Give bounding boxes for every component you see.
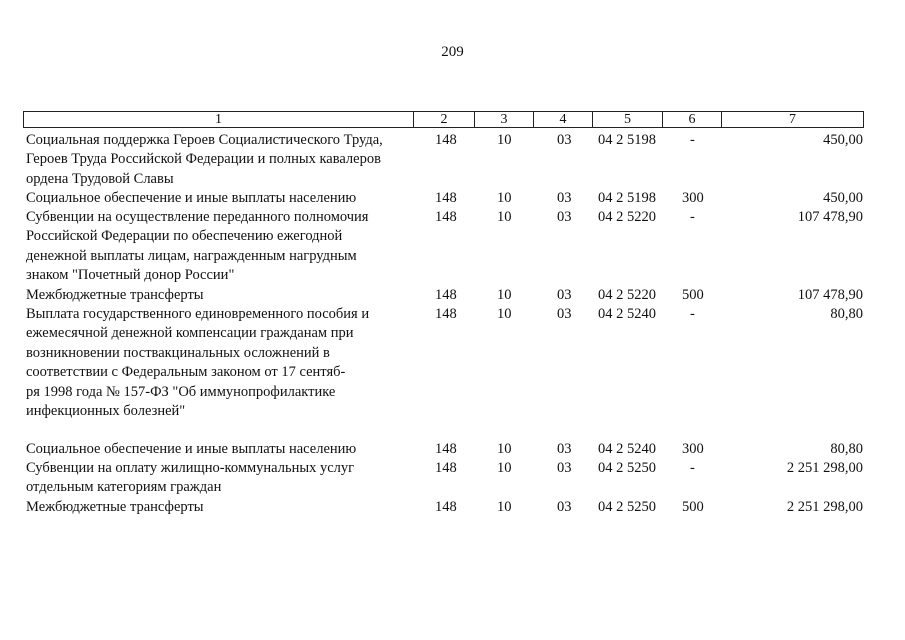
row-col-5: 04 2 5220 — [598, 209, 656, 225]
row-col-7: 2 251 298,00 — [786, 499, 863, 515]
header-col-3: 3 — [475, 112, 534, 128]
row-col-3: 10 — [497, 287, 512, 303]
row-col-2: 148 — [435, 209, 457, 225]
row-col-7: 80,80 — [830, 306, 863, 322]
row-col-4: 03 — [557, 190, 572, 206]
row-col-3: 10 — [497, 209, 512, 225]
row-col-4: 03 — [557, 209, 572, 225]
row-col-7: 107 478,90 — [797, 209, 863, 225]
row-col-5: 04 2 5198 — [598, 190, 656, 206]
row-col-5: 04 2 5250 — [598, 460, 656, 476]
row-col-4: 03 — [557, 306, 572, 322]
header-col-1: 1 — [24, 112, 414, 128]
row-col-2: 148 — [435, 190, 457, 206]
row-name: Социальная поддержка Героев Социалистического Труда, Героев Труда Российской Федерации и полных кавалеров ордена Трудовой Славы — [26, 132, 383, 187]
row-col-6: - — [690, 209, 695, 225]
row-name: Субвенции на оплату жилищно-коммунальных услуг отдельным категориям граждан — [26, 460, 355, 496]
row-name: Межбюджетные трансферты — [26, 499, 204, 515]
row-col-5: 04 2 5240 — [598, 306, 656, 322]
row-col-7: 107 478,90 — [797, 287, 863, 303]
row-name: Межбюджетные трансферты — [26, 287, 204, 303]
row-col-7: 2 251 298,00 — [786, 460, 863, 476]
row-col-5: 04 2 5198 — [598, 132, 656, 148]
row-col-3: 10 — [497, 306, 512, 322]
header-col-7: 7 — [722, 112, 864, 128]
row-col-2: 148 — [435, 287, 457, 303]
page-number: 209 — [441, 44, 464, 60]
row-col-2: 148 — [435, 460, 457, 476]
row-col-3: 10 — [497, 132, 512, 148]
row-col-6: - — [690, 460, 695, 476]
row-name: Субвенции на осуществление переданного полномочия Российской Федерации по обеспечению ежегодной денежной выплаты лицам, награжденным нагрудным знаком "Почетный донор России" — [26, 209, 369, 284]
row-col-2: 148 — [435, 306, 457, 322]
row-col-4: 03 — [557, 460, 572, 476]
row-col-7: 450,00 — [823, 132, 863, 148]
row-col-4: 03 — [557, 287, 572, 303]
row-col-6: 300 — [682, 441, 704, 457]
row-name: Социальное обеспечение и иные выплаты населению — [26, 441, 357, 457]
row-col-3: 10 — [497, 441, 512, 457]
row-col-6: 300 — [682, 190, 704, 206]
row-col-4: 03 — [557, 499, 572, 515]
row-col-3: 10 — [497, 190, 512, 206]
row-col-6: 500 — [682, 499, 704, 515]
row-col-6: - — [690, 306, 695, 322]
row-col-5: 04 2 5220 — [598, 287, 656, 303]
row-col-6: - — [690, 132, 695, 148]
row-col-3: 10 — [497, 460, 512, 476]
row-col-3: 10 — [497, 499, 512, 515]
row-col-2: 148 — [435, 499, 457, 515]
row-col-5: 04 2 5250 — [598, 499, 656, 515]
header-col-6: 6 — [663, 112, 722, 128]
header-col-5: 5 — [593, 112, 663, 128]
row-name: Выплата государственного единовременного пособия и ежемесячной денежной компенсации гражданам при возникновении поствакцинальных осложнений в соответствии с Федеральным законом от 17 сентяб- ря 1998 года № 157-ФЗ "Об иммунопрофилактике инфекционных болезней" — [26, 306, 370, 420]
row-col-7: 450,00 — [823, 190, 863, 206]
row-col-2: 148 — [435, 441, 457, 457]
header-col-2: 2 — [414, 112, 475, 128]
row-col-4: 03 — [557, 441, 572, 457]
header-col-4: 4 — [534, 112, 593, 128]
row-col-5: 04 2 5240 — [598, 441, 656, 457]
row-col-4: 03 — [557, 132, 572, 148]
row-col-6: 500 — [682, 287, 704, 303]
table-header — [23, 111, 864, 128]
row-name: Социальное обеспечение и иные выплаты населению — [26, 190, 357, 206]
row-col-2: 148 — [435, 132, 457, 148]
row-col-7: 80,80 — [830, 441, 863, 457]
